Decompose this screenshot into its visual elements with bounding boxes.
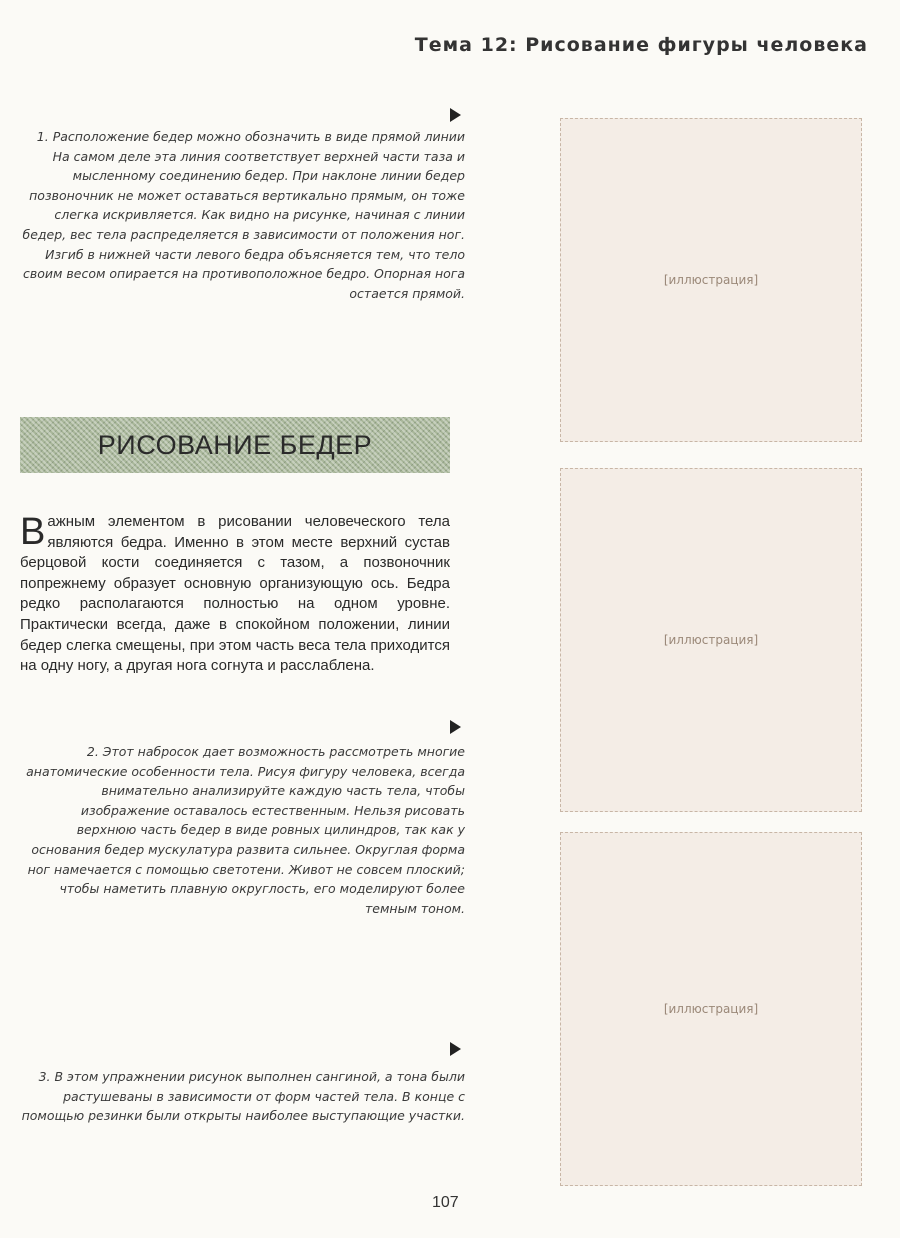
pointer-arrow-icon [450,720,461,734]
caption-3: 3. В этом упражнении рисунок выполнен сангиной, а тона были растушеваны в зависимости от форм частей тела. В конце с помощью резинки были открыты наиболее выступающие участки. [21,1069,465,1124]
section-body-text: ажным элементом в рисовании человеческого тела являются бедра. Именно в этом месте верхний сустав берцовой кости соединяется с тазом, а позвоночник попрежнему образует основную организующую ось. Бедра редко располагаются полностью на одном уровне. Практически всегда, даже в спокойном положении, линии бедер слегка смещены, при этом часть веса тела приходится на одну ногу, а другая нога согнута и расслаблена. [20,513,450,675]
section-heading-banner [20,417,450,473]
caption-2: 2. Этот набросок дает возможность рассмотреть многие анатомические особенности тела. Рисуя фигуру человека, всегда внимательно анализируйте каждую часть тела, чтобы изображение оставалось естественным. Нельзя рисовать верхнюю часть бедер в виде ровных цилиндров, так как у основания бедер мускулатура развита сильнее. Округлая форма ног намечается с помощью светотени. Живот не совсем плоский; чтобы наметить плавную округлость, его моделируют более темным тоном. [26,744,465,916]
illustration-placeholder-1: [иллюстрация] [560,118,862,442]
drop-cap: В [20,511,46,553]
pointer-arrow-icon [450,108,461,122]
section-heading: РИСОВАНИЕ БЕДЕР [97,429,373,460]
illustration-placeholder-3: [иллюстрация] [560,832,862,1186]
chapter-header: Тема 12: Рисование фигуры человека [414,34,868,56]
caption-1: 1. Расположение бедер можно обозначить в виде прямой линии На самом деле эта линия соответствует верхней части таза и мысленному соединению бедер. При наклоне линии бедер позвоночник не может оставаться вертикально прямым, он тоже слегка искривляется. Как видно на рисунке, начиная с линии бедер, вес тела распределяется в зависимости от положения ног. Изгиб в нижней части левого бедра объясняется тем, что тело своим весом опирается на противоположное бедро. Опорная нога остается прямой. [22,129,465,301]
page-number: 107 [432,1194,459,1211]
illustration-placeholder-2: [иллюстрация] [560,468,862,812]
section-body [20,512,450,677]
pointer-arrow-icon [450,1042,461,1056]
